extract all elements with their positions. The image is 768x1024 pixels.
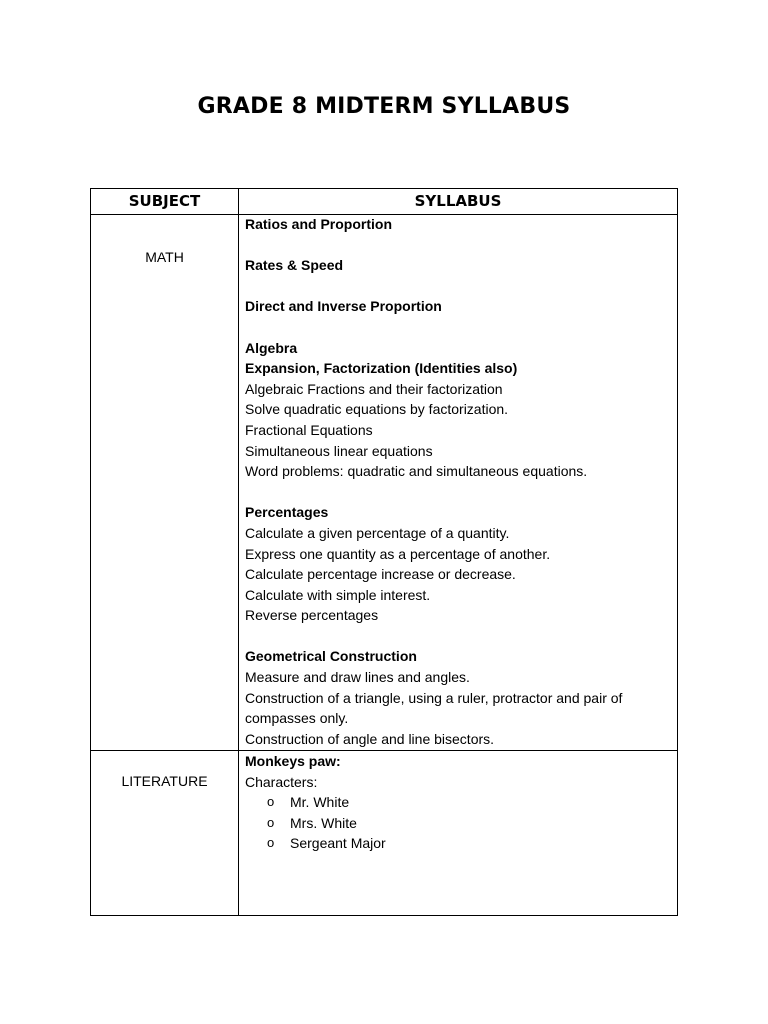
topic-percentages: Percentages	[245, 504, 329, 521]
character-name: Mr. White	[290, 794, 350, 811]
algebra-item: Algebraic Fractions and their factorization	[245, 380, 503, 397]
literature-heading: Monkeys paw:	[245, 753, 341, 769]
topic-geometry: Geometrical Construction	[245, 648, 417, 665]
character-list-item	[245, 813, 675, 834]
topic-algebra: Algebra	[245, 339, 298, 356]
algebra-item: Fractional Equations	[245, 421, 373, 438]
character-list-item	[245, 833, 675, 854]
character-name: Sergeant Major	[290, 835, 386, 852]
header-syllabus: SYLLABUS	[414, 192, 502, 210]
topic-rates: Rates & Speed	[245, 257, 344, 274]
algebra-item: Word problems: quadratic and simultaneous equations.	[245, 463, 588, 480]
algebra-item: Simultaneous linear equations	[245, 442, 433, 459]
page-title: GRADE 8 MIDTERM SYLLABUS	[197, 94, 571, 119]
math-syllabus	[245, 214, 675, 749]
column-divider	[238, 189, 239, 915]
topic-algebra-subheading: Expansion, Factorization (Identities also)	[245, 360, 518, 377]
topic-ratios: Ratios and Proportion	[245, 216, 392, 232]
percentages-item: Calculate a given percentage of a quantity.	[245, 524, 510, 541]
geometry-item: Construction of angle and line bisectors.	[245, 730, 495, 747]
character-name: Mrs. White	[290, 814, 357, 831]
percentages-item: Reverse percentages	[245, 607, 379, 624]
bullet-icon: o	[267, 814, 275, 830]
header-subject: SUBJECT	[128, 192, 201, 210]
bullet-icon: o	[267, 794, 275, 810]
subject-literature: LITERATURE	[121, 773, 208, 789]
geometry-item: Measure and draw lines and angles.	[245, 669, 470, 686]
algebra-item: Solve quadratic equations by factorization.	[245, 401, 509, 418]
geometry-item: Construction of a triangle, using a ruler, protractor and pair of compasses only.	[245, 689, 623, 727]
topic-direct-inverse: Direct and Inverse Proportion	[245, 298, 442, 315]
literature-syllabus	[245, 751, 675, 854]
percentages-item: Calculate with simple interest.	[245, 586, 431, 603]
percentages-item: Express one quantity as a percentage of another.	[245, 545, 551, 562]
percentages-item: Calculate percentage increase or decrease.	[245, 566, 516, 583]
subject-math: MATH	[145, 249, 184, 265]
character-list-item	[245, 792, 675, 813]
characters-label: Characters:	[245, 773, 318, 790]
syllabus-table	[90, 188, 678, 916]
bullet-icon: o	[267, 835, 275, 851]
